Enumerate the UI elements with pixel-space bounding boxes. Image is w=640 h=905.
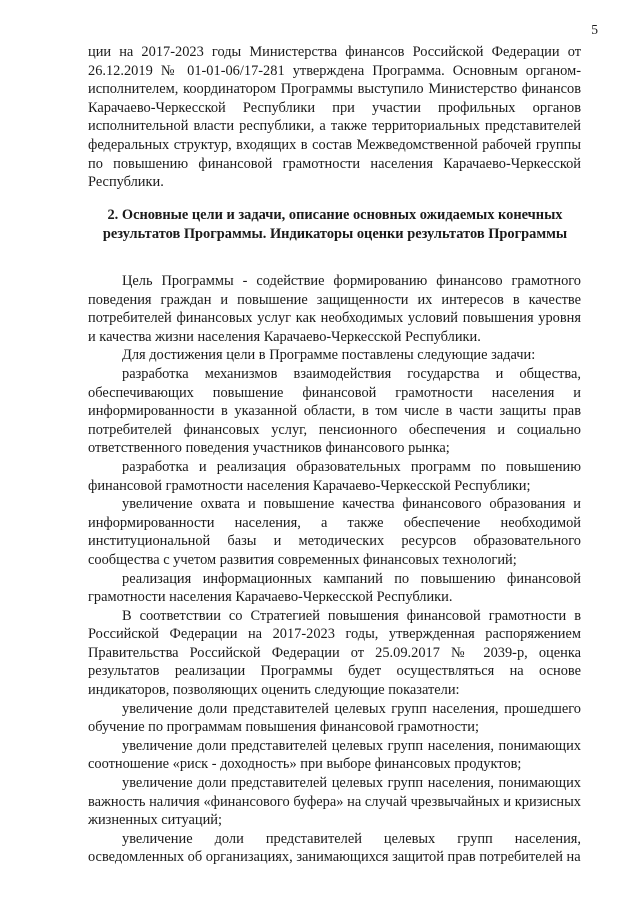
- indicator-item: увеличение доли представителей целевых групп населения, осведомленных об организациях, занимающихся защитой прав потребителей на: [88, 830, 581, 866]
- task-item: реализация информационных кампаний по повышению финансовой грамотности населения Карачаево-Черкесской Республики.: [88, 570, 581, 606]
- indicator-item: увеличение доли представителей целевых групп населения, понимающих важность наличия «финансового буфера» на случай чрезвычайных и кризисных жизненных ситуаций;: [88, 775, 581, 829]
- goal-paragraph: Цель Программы - содействие формированию финансово грамотного поведения граждан и повышение защищенности их интересов в качестве потребителей финансовых услуг как необходимых условий повышения уровня и качества жизни населения Карачаево-Черкесской Республики.: [88, 273, 581, 345]
- task-item: увеличение охвата и повышение качества финансового образования и информированности населения, а также обеспечение необходимой институциональной базы и методических ресурсов образовательного сообщества с учетом развития современных финансовых технологий;: [88, 496, 581, 568]
- indicator-item: увеличение доли представителей целевых групп населения, понимающих соотношение «риск - доходность» при выборе финансовых продуктов;: [88, 737, 581, 773]
- section-body: [88, 272, 581, 867]
- page-number: 5: [591, 22, 598, 37]
- section-heading: 2. Основные цели и задачи, описание основных ожидаемых конечных результатов Программы. Индикаторы оценки результатов Программы: [102, 207, 568, 242]
- tasks-intro-paragraph: Для достижения цели в Программе поставлены следующие задачи:: [122, 347, 536, 364]
- intro-paragraph: ции на 2017-2023 годы Министерства финансов Российской Федерации от 26.12.2019 № 01-01-06/17-281 утверждена Программа. Основным органом-исполнителем, координатором Программы выступило Министерство финансов Карачаево-Черкесской Республики при участии профильных органов исполнительной власти республики, а также территориальных представителей федеральных структур, входящих в состав Межведомственной рабочей группы по повышению финансовой грамотности населения Карачаево-Черкесской Республики.: [88, 44, 581, 191]
- indicator-item: увеличение доли представителей целевых групп населения, прошедшего обучение по программам повышения финансовой грамотности;: [88, 700, 581, 736]
- task-item: разработка механизмов взаимодействия государства и общества, обеспечивающих повышение финансовой грамотности населения и информированности в указанной области, в том числе в части защиты прав потребителей финансовых услуг, пенсионного обеспечения и социально ответственного поведения участников финансового рынка;: [88, 365, 581, 457]
- task-item: разработка и реализация образовательных программ по повышению финансовой грамотности населения Карачаево-Черкесской Республики;: [88, 458, 581, 494]
- intro-block: [88, 43, 581, 192]
- strategy-paragraph: В соответствии со Стратегией повышения финансовой грамотности в Российской Федерации на 2017-2023 годы, утвержденная распоряжением Правительства Российской Федерации от 25.09.2017 № 2039-р, оценка результатов реализации Программы будет осуществляться на основе индикаторов, позволяющих оценить следующие показатели:: [88, 607, 581, 699]
